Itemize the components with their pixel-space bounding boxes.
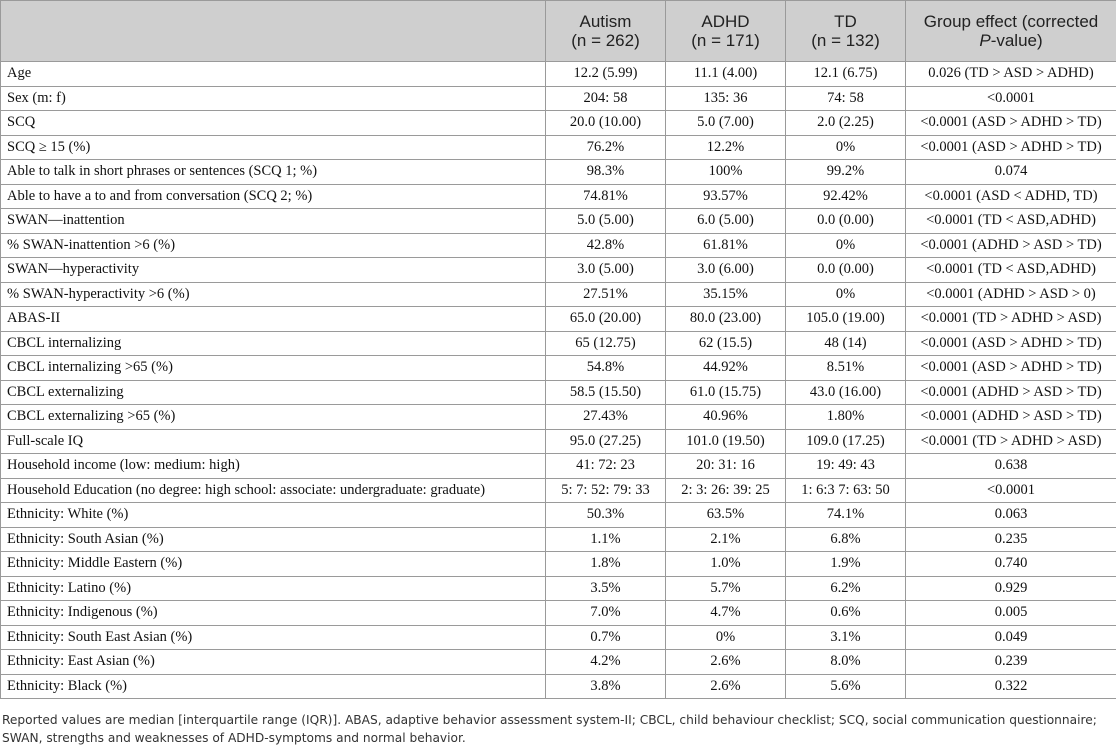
cell-group-effect: <0.0001 (ASD > ADHD > TD) (906, 111, 1116, 136)
header-td (786, 1, 906, 62)
cell-td: 12.1 (6.75) (786, 62, 906, 87)
table-row (1, 454, 1116, 479)
row-label: Household Education (no degree: high school: associate: undergraduate: graduate) (1, 478, 546, 503)
cell-group-effect: <0.0001 (ADHD > ASD > TD) (906, 380, 1116, 405)
cell-group-effect: 0.049 (906, 625, 1116, 650)
cell-adhd: 40.96% (666, 405, 786, 430)
header-autism-name: Autism (579, 12, 632, 31)
cell-adhd: 100% (666, 160, 786, 185)
cell-adhd: 101.0 (19.50) (666, 429, 786, 454)
cell-td: 109.0 (17.25) (786, 429, 906, 454)
cell-adhd: 93.57% (666, 184, 786, 209)
cell-td: 74.1% (786, 503, 906, 528)
cell-group-effect: <0.0001 (ASD < ADHD, TD) (906, 184, 1116, 209)
cell-group-effect: 0.740 (906, 552, 1116, 577)
cell-adhd: 2.6% (666, 674, 786, 699)
cell-autism: 7.0% (546, 601, 666, 626)
cell-group-effect: 0.929 (906, 576, 1116, 601)
cell-adhd: 135: 36 (666, 86, 786, 111)
row-label: Ethnicity: South East Asian (%) (1, 625, 546, 650)
header-group-effect-rest: -value) (990, 31, 1043, 50)
header-group-effect-line1: Group effect (corrected (923, 12, 1099, 31)
cell-adhd: 1.0% (666, 552, 786, 577)
cell-autism: 5: 7: 52: 79: 33 (546, 478, 666, 503)
cell-adhd: 44.92% (666, 356, 786, 381)
table-row (1, 135, 1116, 160)
cell-td: 1.9% (786, 552, 906, 577)
header-empty-cell (1, 1, 546, 62)
cell-group-effect: <0.0001 (ASD > ADHD > TD) (906, 356, 1116, 381)
table-footnote: Reported values are median [interquartile range (IQR)]. ABAS, adaptive behavior assessment system-II; CBCL, child behaviour checklist; SCQ, social communication questionnaire; SWAN, strengths and weaknesses of ADHD-symptoms and normal behavior. (2, 713, 1097, 745)
row-label: Ethnicity: Middle Eastern (%) (1, 552, 546, 577)
cell-group-effect: <0.0001 (ASD > ADHD > TD) (906, 331, 1116, 356)
cell-td: 8.0% (786, 650, 906, 675)
table-row (1, 625, 1116, 650)
cell-td: 48 (14) (786, 331, 906, 356)
cell-adhd: 3.0 (6.00) (666, 258, 786, 283)
cell-td: 0% (786, 233, 906, 258)
row-label: % SWAN-inattention >6 (%) (1, 233, 546, 258)
header-td-name: TD (834, 12, 857, 31)
cell-group-effect: <0.0001 (ADHD > ASD > TD) (906, 405, 1116, 430)
cell-group-effect: <0.0001 (906, 478, 1116, 503)
header-group-effect (906, 1, 1116, 62)
table-row (1, 503, 1116, 528)
table-row (1, 62, 1116, 87)
cell-autism: 98.3% (546, 160, 666, 185)
cell-group-effect: 0.235 (906, 527, 1116, 552)
cell-group-effect: 0.239 (906, 650, 1116, 675)
cell-adhd: 61.81% (666, 233, 786, 258)
cell-adhd: 6.0 (5.00) (666, 209, 786, 234)
cell-autism: 65.0 (20.00) (546, 307, 666, 332)
cell-autism: 3.0 (5.00) (546, 258, 666, 283)
cell-autism: 0.7% (546, 625, 666, 650)
cell-group-effect: 0.005 (906, 601, 1116, 626)
cell-td: 1: 6:3 7: 63: 50 (786, 478, 906, 503)
cell-adhd: 5.7% (666, 576, 786, 601)
cell-td: 1.80% (786, 405, 906, 430)
cell-adhd: 35.15% (666, 282, 786, 307)
table-header (1, 1, 1116, 62)
cell-adhd: 80.0 (23.00) (666, 307, 786, 332)
cell-td: 19: 49: 43 (786, 454, 906, 479)
row-label: SCQ ≥ 15 (%) (1, 135, 546, 160)
cell-autism: 5.0 (5.00) (546, 209, 666, 234)
cell-adhd: 0% (666, 625, 786, 650)
cell-td: 6.2% (786, 576, 906, 601)
cell-group-effect: 0.638 (906, 454, 1116, 479)
row-label: SWAN—inattention (1, 209, 546, 234)
cell-td: 0% (786, 282, 906, 307)
row-label: Ethnicity: East Asian (%) (1, 650, 546, 675)
cell-autism: 50.3% (546, 503, 666, 528)
cell-group-effect: <0.0001 (TD > ADHD > ASD) (906, 307, 1116, 332)
table-row (1, 356, 1116, 381)
cell-autism: 20.0 (10.00) (546, 111, 666, 136)
table-row (1, 674, 1116, 699)
header-adhd-name: ADHD (701, 12, 750, 31)
table-row (1, 527, 1116, 552)
cell-adhd: 12.2% (666, 135, 786, 160)
cell-td: 74: 58 (786, 86, 906, 111)
header-group-effect-p: P (979, 31, 991, 50)
row-label: Full-scale IQ (1, 429, 546, 454)
row-label: SCQ (1, 111, 546, 136)
table-row (1, 576, 1116, 601)
cell-adhd: 5.0 (7.00) (666, 111, 786, 136)
cell-autism: 42.8% (546, 233, 666, 258)
header-autism-n: (n = 262) (571, 31, 640, 50)
cell-group-effect: <0.0001 (906, 86, 1116, 111)
table-row (1, 331, 1116, 356)
table-row (1, 282, 1116, 307)
table-body (1, 62, 1116, 699)
cell-td: 99.2% (786, 160, 906, 185)
table-row (1, 601, 1116, 626)
cell-td: 3.1% (786, 625, 906, 650)
cell-autism: 204: 58 (546, 86, 666, 111)
cell-group-effect: <0.0001 (ADHD > ASD > TD) (906, 233, 1116, 258)
row-label: Age (1, 62, 546, 87)
cell-td: 105.0 (19.00) (786, 307, 906, 332)
row-label: CBCL externalizing (1, 380, 546, 405)
cell-autism: 3.5% (546, 576, 666, 601)
cell-autism: 95.0 (27.25) (546, 429, 666, 454)
cell-autism: 74.81% (546, 184, 666, 209)
cell-autism: 27.43% (546, 405, 666, 430)
cell-autism: 58.5 (15.50) (546, 380, 666, 405)
cell-group-effect: 0.063 (906, 503, 1116, 528)
cell-autism: 54.8% (546, 356, 666, 381)
cell-autism: 41: 72: 23 (546, 454, 666, 479)
row-label: Ethnicity: South Asian (%) (1, 527, 546, 552)
table-row (1, 233, 1116, 258)
table-row (1, 86, 1116, 111)
cell-td: 43.0 (16.00) (786, 380, 906, 405)
cell-group-effect: <0.0001 (ASD > ADHD > TD) (906, 135, 1116, 160)
cell-autism: 27.51% (546, 282, 666, 307)
row-label: Ethnicity: Latino (%) (1, 576, 546, 601)
row-label: CBCL internalizing (1, 331, 546, 356)
cell-td: 0.0 (0.00) (786, 209, 906, 234)
table-row (1, 160, 1116, 185)
cell-adhd: 11.1 (4.00) (666, 62, 786, 87)
cell-autism: 3.8% (546, 674, 666, 699)
table-row (1, 405, 1116, 430)
header-row (1, 1, 1116, 62)
table-row (1, 380, 1116, 405)
cell-adhd: 20: 31: 16 (666, 454, 786, 479)
cell-group-effect: <0.0001 (TD < ASD,ADHD) (906, 209, 1116, 234)
cell-group-effect: 0.026 (TD > ASD > ADHD) (906, 62, 1116, 87)
cell-adhd: 63.5% (666, 503, 786, 528)
table-row (1, 184, 1116, 209)
cell-td: 8.51% (786, 356, 906, 381)
cell-group-effect: <0.0001 (TD > ADHD > ASD) (906, 429, 1116, 454)
cell-autism: 76.2% (546, 135, 666, 160)
row-label: Ethnicity: Black (%) (1, 674, 546, 699)
table-row (1, 307, 1116, 332)
row-label: Household income (low: medium: high) (1, 454, 546, 479)
cell-td: 0.0 (0.00) (786, 258, 906, 283)
row-label: Able to have a to and from conversation (SCQ 2; %) (1, 184, 546, 209)
table-row (1, 552, 1116, 577)
table-row (1, 650, 1116, 675)
row-label: Sex (m: f) (1, 86, 546, 111)
cell-group-effect: 0.074 (906, 160, 1116, 185)
header-autism (546, 1, 666, 62)
cell-group-effect: <0.0001 (TD < ASD,ADHD) (906, 258, 1116, 283)
cell-autism: 1.8% (546, 552, 666, 577)
cell-group-effect: <0.0001 (ADHD > ASD > 0) (906, 282, 1116, 307)
table-row (1, 258, 1116, 283)
cell-adhd: 4.7% (666, 601, 786, 626)
cell-autism: 1.1% (546, 527, 666, 552)
row-label: CBCL internalizing >65 (%) (1, 356, 546, 381)
cell-adhd: 2: 3: 26: 39: 25 (666, 478, 786, 503)
row-label: ABAS-II (1, 307, 546, 332)
cell-td: 6.8% (786, 527, 906, 552)
row-label: CBCL externalizing >65 (%) (1, 405, 546, 430)
header-adhd-n: (n = 171) (691, 31, 760, 50)
row-label: SWAN—hyperactivity (1, 258, 546, 283)
table-row (1, 429, 1116, 454)
header-group-effect-line2 (910, 31, 1112, 50)
cell-autism: 12.2 (5.99) (546, 62, 666, 87)
row-label: Ethnicity: White (%) (1, 503, 546, 528)
cell-td: 0.6% (786, 601, 906, 626)
cell-adhd: 2.1% (666, 527, 786, 552)
row-label: Ethnicity: Indigenous (%) (1, 601, 546, 626)
cell-td: 2.0 (2.25) (786, 111, 906, 136)
table-row (1, 209, 1116, 234)
header-adhd (666, 1, 786, 62)
table-row (1, 478, 1116, 503)
cell-group-effect: 0.322 (906, 674, 1116, 699)
row-label: Able to talk in short phrases or sentences (SCQ 1; %) (1, 160, 546, 185)
row-label: % SWAN-hyperactivity >6 (%) (1, 282, 546, 307)
header-td-n: (n = 132) (811, 31, 880, 50)
cell-adhd: 62 (15.5) (666, 331, 786, 356)
cell-td: 0% (786, 135, 906, 160)
cell-td: 5.6% (786, 674, 906, 699)
cell-autism: 65 (12.75) (546, 331, 666, 356)
table-row (1, 111, 1116, 136)
cell-td: 92.42% (786, 184, 906, 209)
cell-adhd: 61.0 (15.75) (666, 380, 786, 405)
cell-autism: 4.2% (546, 650, 666, 675)
cell-adhd: 2.6% (666, 650, 786, 675)
